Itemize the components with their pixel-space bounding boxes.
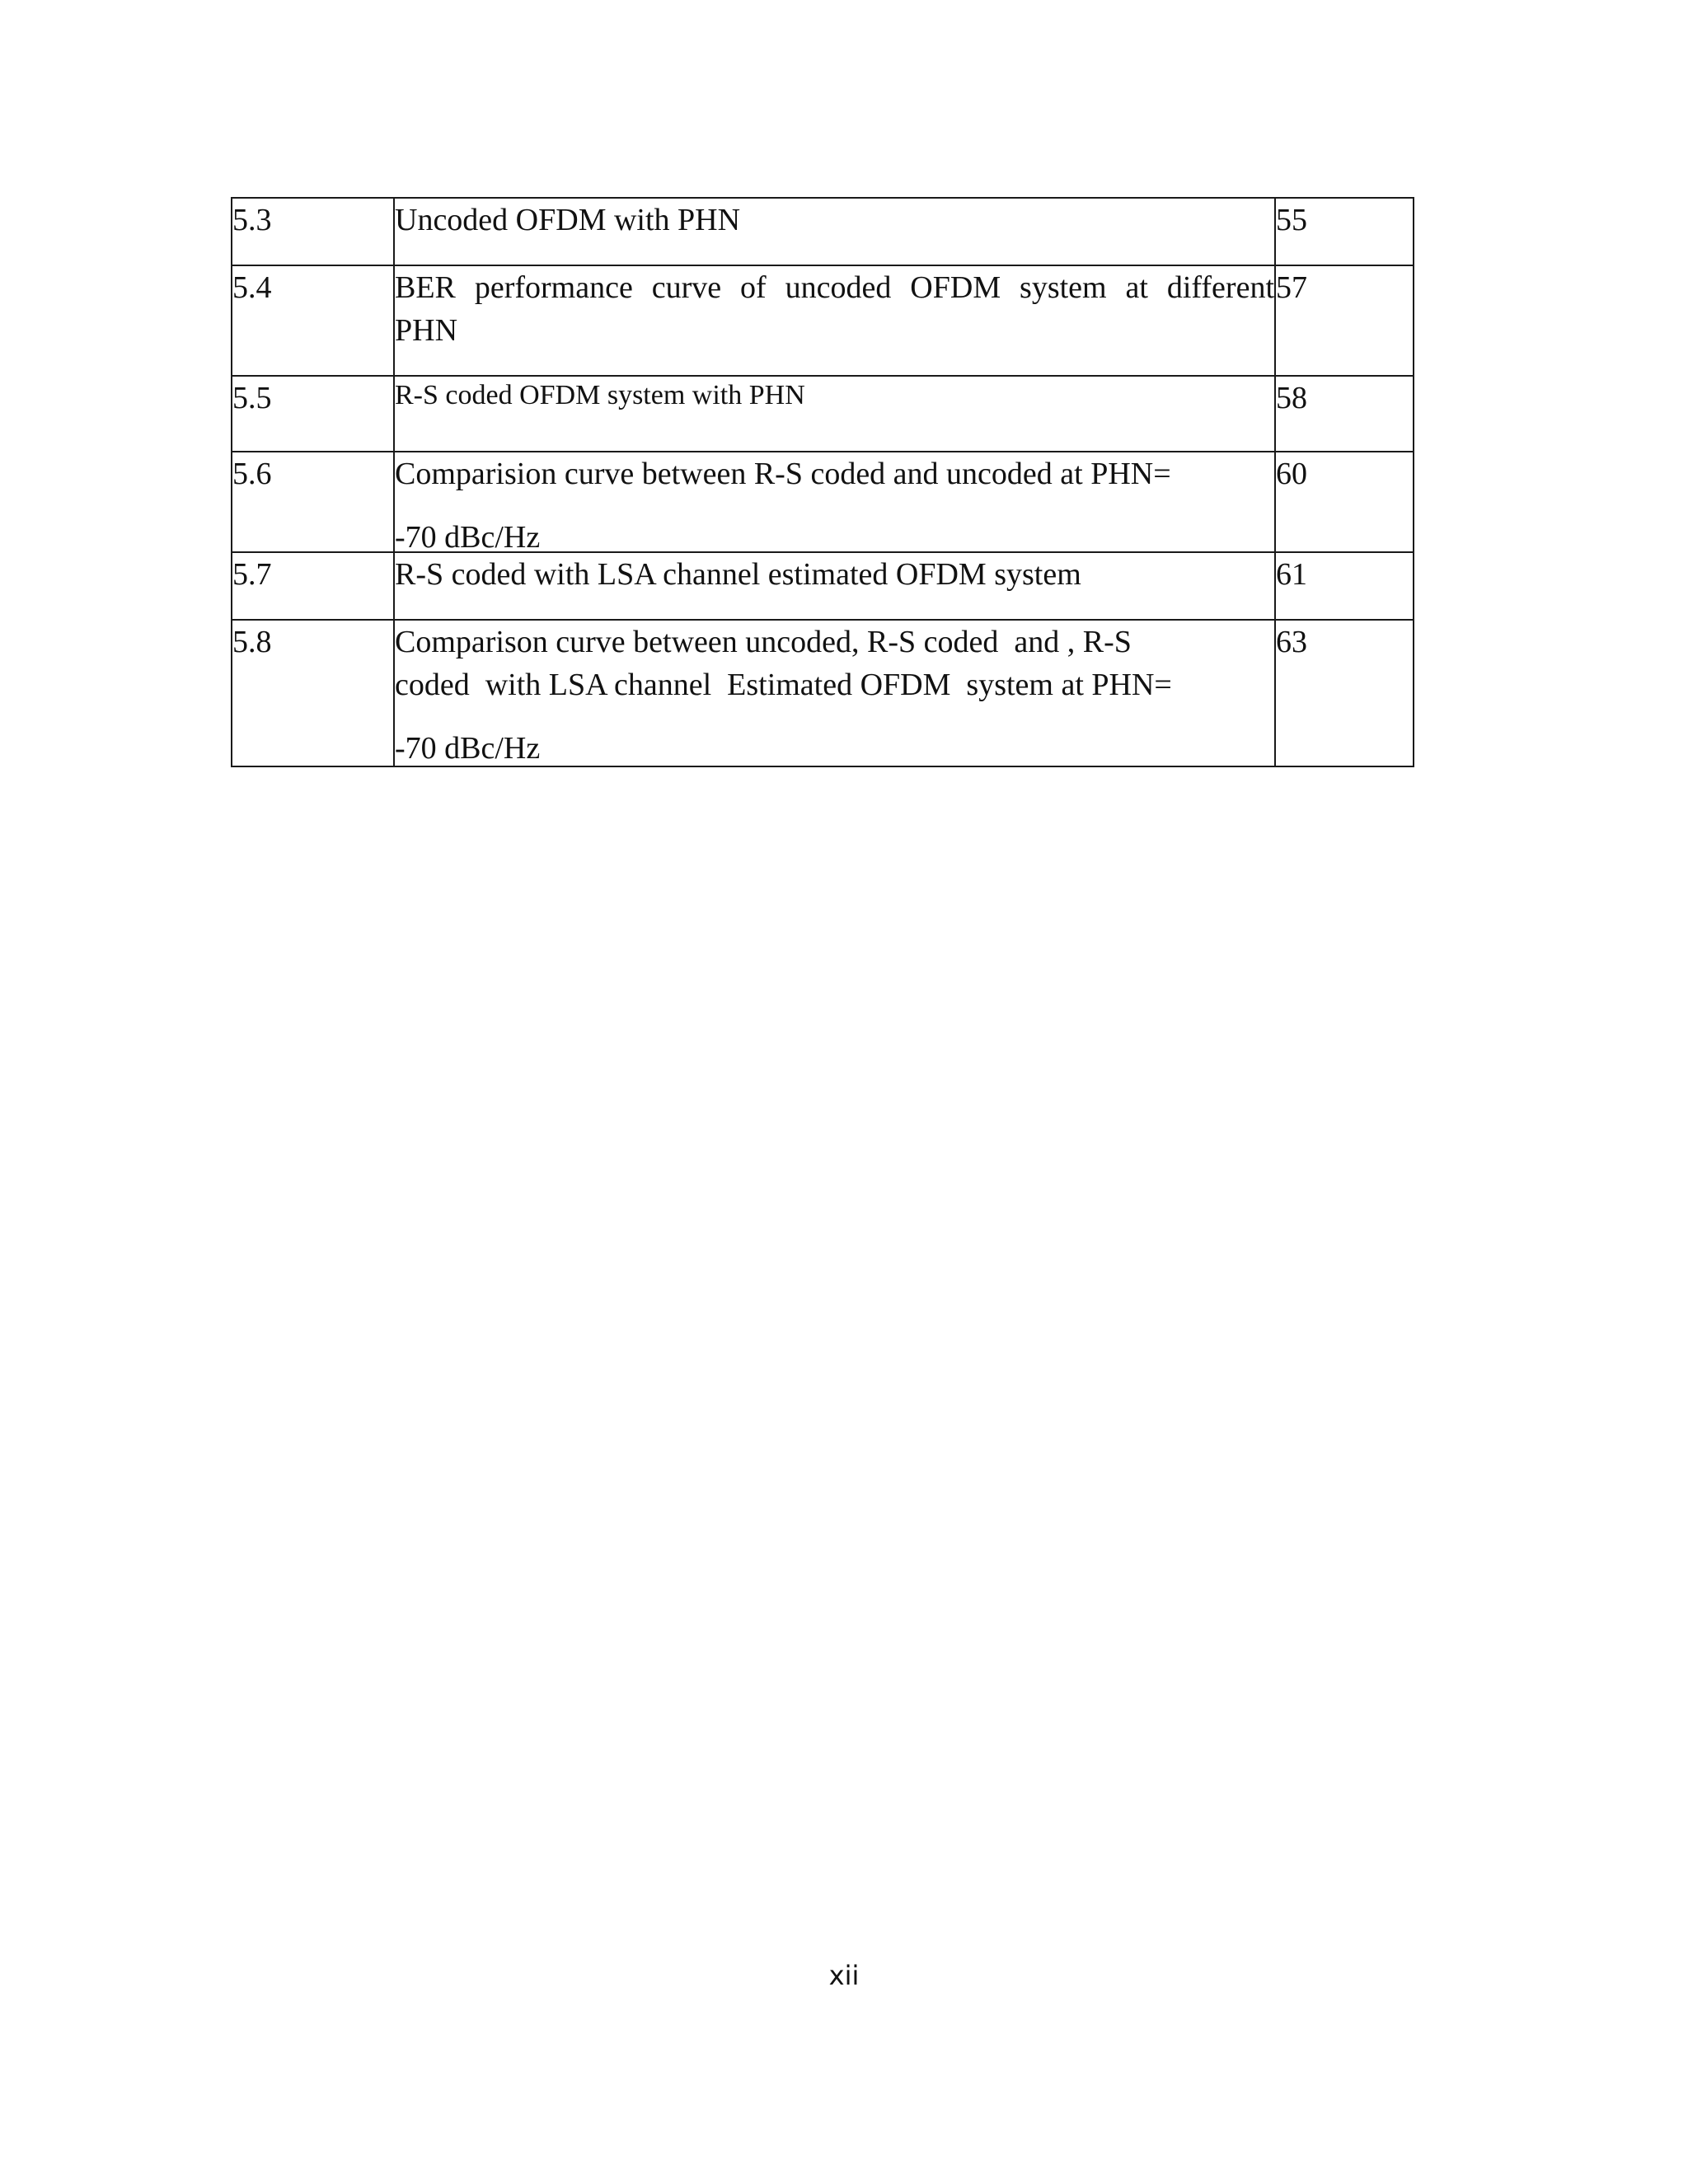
figure-page-number: 55: [1275, 198, 1414, 265]
table-row: [232, 552, 1414, 620]
figure-title-line: R-S coded with LSA channel estimated OFDM system: [395, 557, 1081, 592]
figure-title-line: BER performance curve of uncoded OFDM system at different: [395, 270, 1274, 305]
figure-title: [394, 452, 1275, 555]
table-row: [232, 198, 1414, 265]
figure-number: 5.4: [232, 265, 394, 376]
table-row: [232, 376, 1414, 452]
figure-page-number: 61: [1275, 552, 1414, 620]
line-gap: [395, 495, 1274, 520]
figure-title-line: Uncoded OFDM with PHN: [395, 203, 741, 237]
figure-title: [394, 376, 1275, 452]
table-row: [232, 452, 1414, 552]
figure-title-line: -70 dBc/Hz: [395, 520, 541, 555]
figure-title-line: coded with LSA channel Estimated OFDM system at PHN=: [395, 668, 1172, 702]
figure-page-number: 63: [1275, 620, 1414, 766]
figure-title-line: Comparision curve between R-S coded and uncoded at PHN=: [395, 457, 1171, 491]
figure-title: [394, 552, 1275, 620]
figure-title: [394, 620, 1275, 766]
table-row: [232, 265, 1414, 376]
list-of-figures-table: [231, 197, 1414, 767]
figure-number: 5.7: [232, 552, 394, 620]
figure-number: 5.6: [232, 452, 394, 552]
figure-number: 5.3: [232, 198, 394, 265]
figure-title: [394, 198, 1275, 265]
figure-page-number: 57: [1275, 265, 1414, 376]
figure-title-line: Comparison curve between uncoded, R-S coded and , R-S: [395, 625, 1132, 659]
figure-title-line: -70 dBc/Hz: [395, 731, 541, 766]
table-row: [232, 620, 1414, 766]
figure-number: 5.5: [232, 376, 394, 452]
figure-page-number: 60: [1275, 452, 1414, 552]
figure-number: 5.8: [232, 620, 394, 766]
figure-title-line: R-S coded OFDM system with PHN: [395, 380, 805, 410]
figure-title: [394, 265, 1275, 376]
line-gap: [395, 706, 1274, 731]
figure-title-line: PHN: [395, 313, 458, 348]
figure-page-number: 58: [1275, 376, 1414, 452]
page-number: xii: [828, 1960, 860, 1991]
